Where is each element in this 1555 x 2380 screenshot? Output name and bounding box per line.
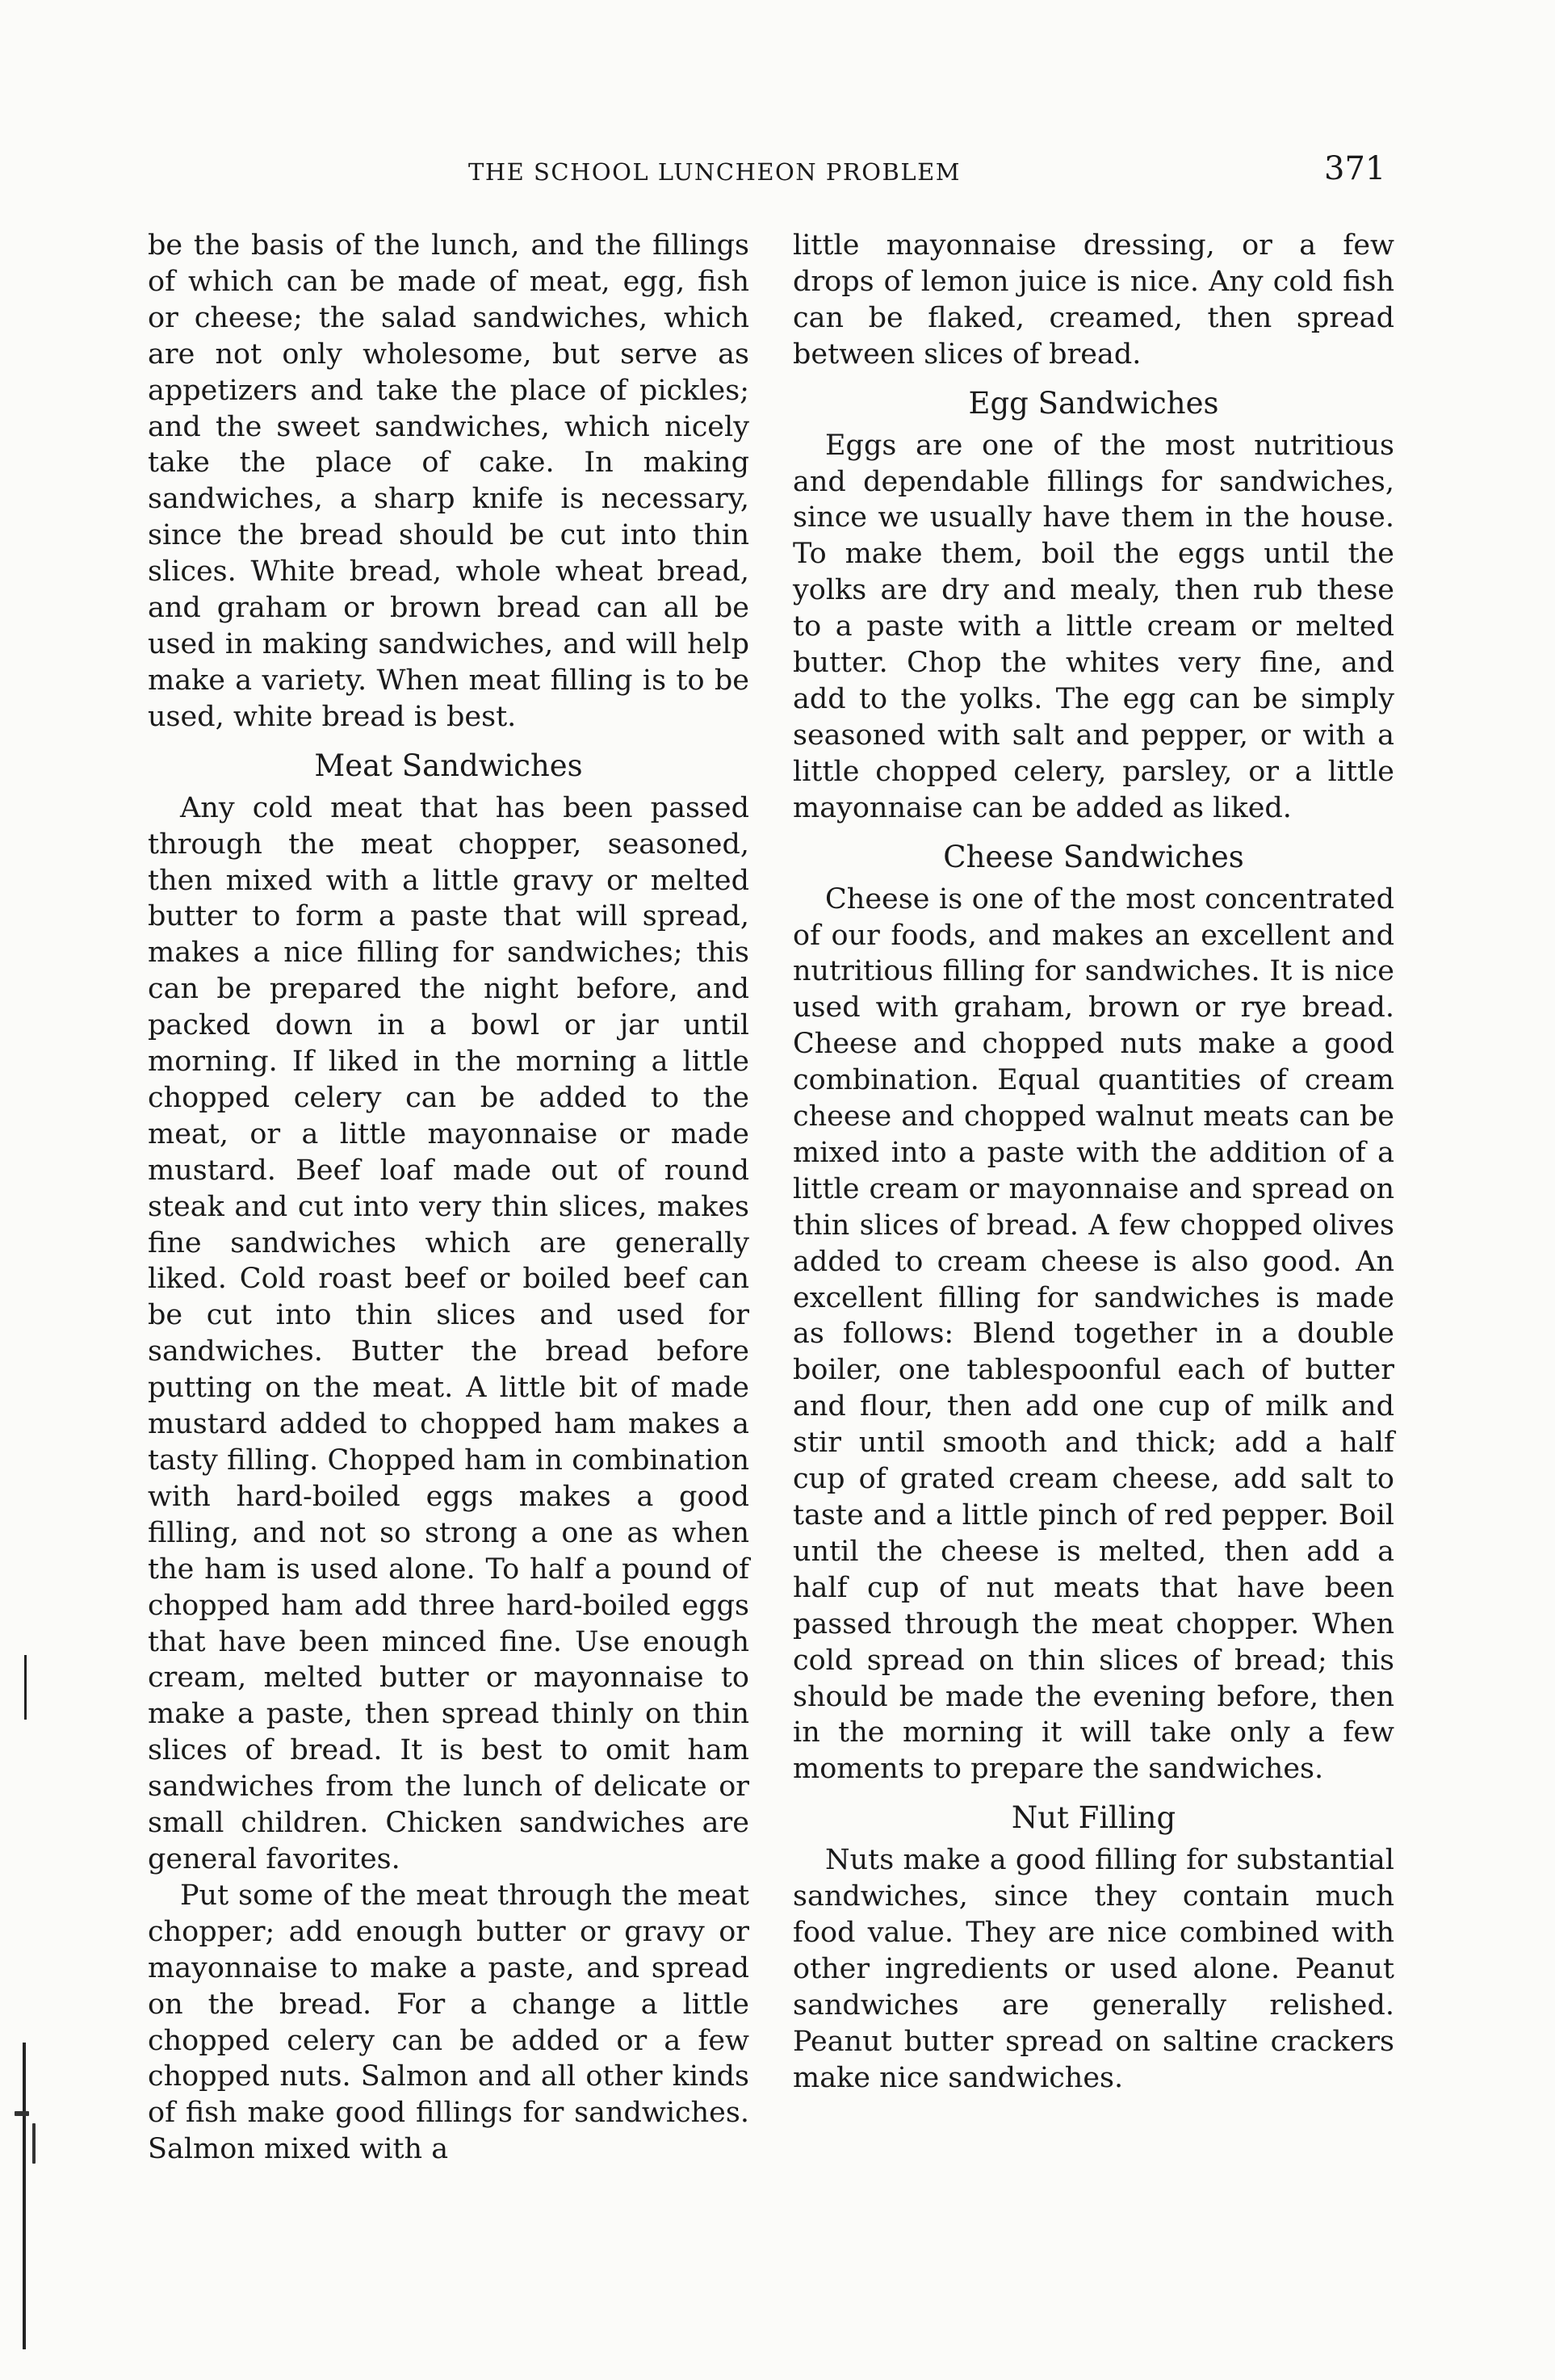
page-number: 371 <box>1324 150 1386 187</box>
section-heading-meat-sandwiches: Meat Sandwiches <box>314 748 583 783</box>
section-heading-cheese-sandwiches: Cheese Sandwiches <box>943 839 1244 874</box>
paragraph: little mayonnaise dressing, or a few drops of lemon juice is nice. Any cold fish can be flaked, creamed, then spread between slices of bread. <box>793 229 1394 371</box>
scan-edge-line <box>23 2043 26 2349</box>
scan-edge-mark <box>32 2123 36 2164</box>
paragraph: be the basis of the lunch, and the fillings of which can be made of meat, egg, fish or cheese; the salad sandwiches, which are not only wholesome, but serve as appetizers and take the place of pickles; and the sweet sandwiches, which nicely take the place of cake. In making sandwiches, a sharp knife is necessary, since the bread should be cut into thin slices. White bread, whole wheat bread, and graham or brown bread can all be used in making sandwiches, and will help make a variety. When meat filling is to be used, white bread is best. <box>148 229 749 733</box>
running-head: THE SCHOOL LUNCHEON PROBLEM <box>468 158 961 186</box>
paragraph: Any cold meat that has been passed through the meat chopper, seasoned, then mixed with a little gravy or melted butter to form a paste that will spread, makes a nice filling for sandwiches; this can be prepared the night before, and packed down in a bowl or jar until morning. If liked in the morning a little chopped celery can be added to the meat, or a little mayonnaise or made mustard. Beef loaf made out of round steak and cut into very thin slices, makes fine sandwiches which are generally liked. Cold roast beef or boiled beef can be cut into thin slices and used for sandwiches. Butter the bread before putting on the meat. A little bit of made mustard added to chopped ham makes a tasty filling. Chopped ham in combination with hard-boiled eggs makes a good filling, and not so strong a one as when the ham is used alone. To half a pound of chopped ham add three hard-boiled eggs that have been minced fine. Use enough cream, melted butter or mayonnaise to make a paste, then spread thinly on thin slices of bread. It is best to omit ham sandwiches from the lunch of delicate or small children. Chicken sandwiches are general favorites. <box>148 791 749 1875</box>
paragraph: Cheese is one of the most concentrated of our foods, and makes an excellent and nutritious filling for sandwiches. It is nice used with graham, brown or rye bread. Cheese and chopped nuts make a good combination. Equal quantities of cream cheese and chopped walnut meats can be mixed into a paste with the addition of a little cream or mayonnaise and spread on thin slices of bread. A few chopped olives added to cream cheese is also good. An excellent filling for sandwiches is made as follows: Blend together in a double boiler, one tablespoonful each of butter and flour, then add one cup of milk and stir until smooth and thick; add a half cup of grated cream cheese, add salt to taste and a little pinch of red pepper. Boil until the cheese is melted, then add a half cup of nut meats that have been passed through the meat chopper. When cold spread on thin slices of bread; this should be made the evening before, then in the morning it will take only a few moments to prepare the sandwiches. <box>793 882 1394 1786</box>
section-heading-egg-sandwiches: Egg Sandwiches <box>968 385 1219 421</box>
scan-edge-mark <box>15 2111 29 2116</box>
paragraph: Nuts make a good filling for substantial sandwiches, since they contain much food value. They are nice combined with other ingredients or used alone. Peanut sandwiches are generally relished. Peanut butter spread on saltine crackers make nice sandwiches. <box>793 1844 1394 2094</box>
section-heading-nut-filling: Nut Filling <box>1011 1800 1176 1836</box>
right-column <box>793 228 1394 2097</box>
scan-edge-line <box>24 1655 27 1720</box>
left-column <box>148 228 749 2168</box>
paragraph: Put some of the meat through the meat chopper; add enough butter or gravy or mayonnaise to make a paste, and spread on the bread. For a change a little chopped celery can be added or a few chopped nuts. Salmon and all other kinds of fish make good fillings for sandwiches. Salmon mixed with a <box>148 1879 749 2166</box>
paragraph: Eggs are one of the most nutritious and dependable fillings for sandwiches, since we usually have them in the house. To make them, boil the eggs until the yolks are dry and mealy, then rub these to a paste with a little cream or melted butter. Chop the whites very fine, and add to the yolks. The egg can be simply seasoned with salt and pepper, or with a little chopped celery, parsley, or a little mayonnaise can be added as liked. <box>793 429 1394 824</box>
